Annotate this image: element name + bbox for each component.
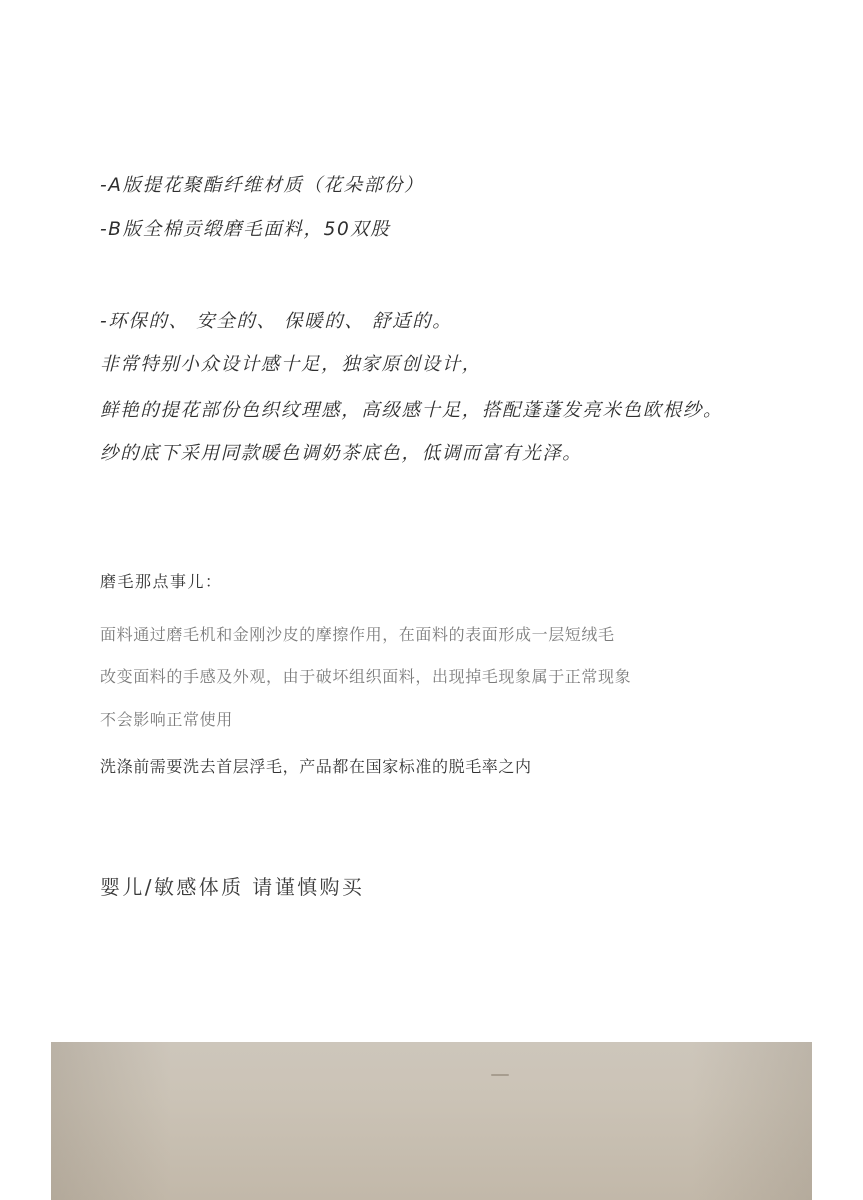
brushed-line-4: 洗涤前需要洗去首层浮毛，产品都在国家标准的脱毛率之内	[100, 757, 532, 776]
material-line-b: -B版全棉贡缎磨毛面料，50双股	[100, 219, 391, 240]
product-photo	[51, 1042, 812, 1200]
brushed-line-2: 改变面料的手感及外观，由于破坏组织面料，出现掉毛现象属于正常现象	[100, 667, 632, 686]
photo-detail	[491, 1074, 509, 1076]
features-line-1: -环保的、 安全的、 保暖的、 舒适的。	[100, 311, 453, 332]
photo-shade-right	[692, 1042, 812, 1200]
features-line-4: 纱的底下采用同款暖色调奶茶底色，低调而富有光泽。	[100, 443, 583, 464]
features-line-2: 非常特别小众设计感十足，独家原创设计，	[100, 354, 482, 375]
brushed-line-3: 不会影响正常使用	[100, 710, 233, 729]
brushed-title: 磨毛那点事儿：	[100, 572, 223, 591]
brushed-line-1: 面料通过磨毛机和金刚沙皮的摩擦作用，在面料的表面形成一层短绒毛	[100, 625, 615, 644]
photo-shade-left	[51, 1042, 171, 1200]
warning-text: 婴儿/敏感体质 请谨慎购买	[100, 875, 365, 899]
features-line-3: 鲜艳的提花部份色织纹理感，高级感十足，搭配蓬蓬发亮米色欧根纱。	[100, 400, 724, 421]
material-line-a: -A版提花聚酯纤维材质（花朵部份）	[100, 175, 425, 196]
